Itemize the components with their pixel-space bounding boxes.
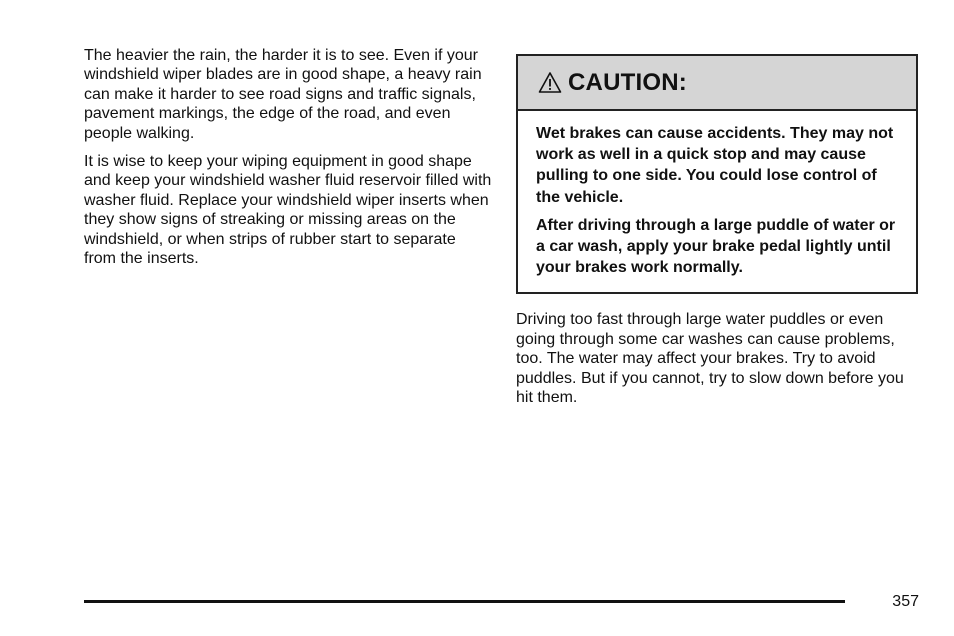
- left-column: [84, 46, 492, 277]
- caution-box: [516, 54, 918, 294]
- right-column: [516, 54, 918, 407]
- warning-triangle-icon: [538, 71, 562, 95]
- paragraph-water-puddles: Driving too fast through large water puddles or even going through some car washes can cause problems, too. The water may affect your brakes. Try to avoid puddles. But if you cannot, try to slow down before you hit them.: [516, 311, 904, 407]
- caution-title: CAUTION:: [568, 68, 687, 96]
- caution-paragraph-after-puddle: After driving through a large puddle of water or a car wash, apply your brake pedal lightly until your brakes work normally.: [536, 216, 896, 277]
- caution-body: [518, 111, 916, 292]
- caution-paragraph-wet-brakes: Wet brakes can cause accidents. They may not work as well in a quick stop and may cause pulling to one side. You could lose control of the vehicle.: [536, 125, 894, 206]
- footer-rule: [84, 600, 845, 603]
- caution-header: [518, 56, 916, 111]
- page-number: 357: [892, 593, 919, 610]
- paragraph-wiper-maintenance: It is wise to keep your wiping equipment in good shape and keep your windshield washer fluid reservoir filled with washer fluid. Replace your windshield wiper inserts when they show signs of streaking or missing areas on the windshield, or when strips of rubber start to separate from the inserts.: [84, 153, 492, 268]
- after-caution-text: [516, 310, 918, 407]
- paragraph-heavy-rain: The heavier the rain, the harder it is to see. Even if your windshield wiper blades are in good shape, a heavy rain can make it harder to see road signs and traffic signals, pavement markings, the edge of the road, and even people walking.: [84, 47, 482, 142]
